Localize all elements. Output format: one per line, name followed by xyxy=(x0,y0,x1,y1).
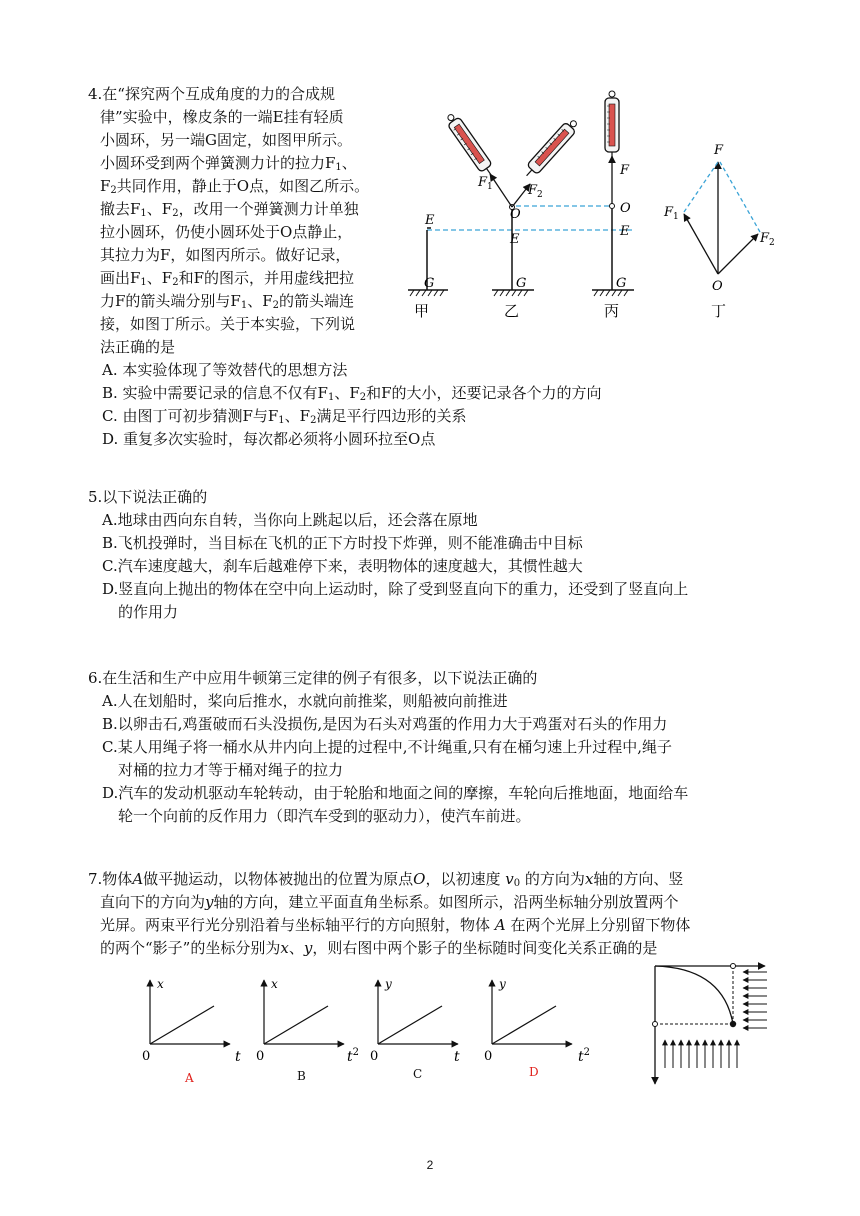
q4-text: 满足平行四边形的关系 xyxy=(316,407,467,425)
axis-label-x: t xyxy=(454,1049,460,1065)
q4-text: 力F的箭头端分别与F xyxy=(100,292,241,310)
q4-text: 小圆环受到两个弹簧测力计的拉力F xyxy=(100,154,336,172)
sub: 1 xyxy=(278,415,285,426)
q7-line-2 xyxy=(88,891,690,914)
q5-option-d-cont: 的作用力 xyxy=(118,603,179,621)
q7-text: 、 xyxy=(288,939,304,957)
q7-text: 7.物体 xyxy=(88,870,133,888)
q7-var: x xyxy=(584,870,594,888)
q6-option-a: A.人在划船时，桨向后推水，水就向前推桨，则船被向前推进 xyxy=(102,692,508,710)
q5-option-d: D.竖直向上抛出的物体在空中向上运动时，除了受到竖直向下的重力，还受到了竖直向上 xyxy=(102,580,689,598)
q4-text: 、F xyxy=(247,292,273,310)
q4-text: 、 xyxy=(341,154,357,172)
q4-line-3: 小圆环，另一端G固定，如图甲所示。 xyxy=(100,131,352,149)
q7-text: ，以初速度 xyxy=(425,870,501,888)
sub: 2 xyxy=(172,208,179,219)
sub: 2 xyxy=(310,415,317,426)
q5-option-b: B.飞机投弹时，当目标在飞机的正下方时投下炸弹，则不能准确击中目标 xyxy=(102,534,583,552)
label-f: F xyxy=(620,163,630,178)
origin-label: 0 xyxy=(142,1049,151,1064)
q7-line-4 xyxy=(88,937,690,960)
sub: 1 xyxy=(140,208,147,219)
q4-line-8: 其拉力为F，如图丙所示。做好记录， xyxy=(100,246,351,264)
q6-option-b: B.以卵击石,鸡蛋破而石头没损伤,是因为石头对鸡蛋的作用力大于鸡蛋对石头的作用力 xyxy=(102,715,668,733)
q4-option-c xyxy=(88,405,602,428)
label-jia: 甲 xyxy=(414,302,430,320)
q4-text: 、F xyxy=(146,269,173,287)
question-5 xyxy=(88,486,688,624)
axis-label-y: y xyxy=(385,977,392,991)
graph-c xyxy=(370,977,460,1081)
q7-text: 轴的方向、竖 xyxy=(593,870,684,888)
label-o: O xyxy=(712,279,723,294)
sub: 2 xyxy=(110,185,117,196)
sub: 1 xyxy=(327,392,335,403)
q7-line-3 xyxy=(88,914,690,937)
label-ding: 丁 xyxy=(711,302,727,320)
q7-text: 轴的方向，建立平面直角坐标系。如图所示，沿两坐标轴分别放置两个 xyxy=(213,893,679,911)
label-e: E xyxy=(425,213,435,228)
q7-var: v xyxy=(505,870,514,888)
page-number: 2 xyxy=(426,1158,434,1172)
graph-d xyxy=(484,977,590,1079)
label-g: G xyxy=(516,276,527,291)
q6-option-d: D.汽车的发动机驱动车轮转动，由于轮胎和地面之间的摩擦，车轮向后推地面，地面给车 xyxy=(102,784,689,802)
sub: 1 xyxy=(140,277,147,288)
label-f1: $F_1$ xyxy=(478,175,493,192)
q7-text: 光屏。两束平行光分别沿着与坐标轴平行的方向照射，物体 xyxy=(100,916,491,934)
sub: 2 xyxy=(359,392,367,403)
figure-ding xyxy=(663,143,775,320)
label-o: O xyxy=(510,207,521,222)
sub: 2 xyxy=(272,300,279,311)
q4-line-12: 法正确的是 xyxy=(100,338,176,356)
label-f1: $F_1$ xyxy=(664,205,679,222)
q7-var: A xyxy=(132,870,144,888)
light-rays-vertical xyxy=(665,1040,737,1068)
q4-option-b xyxy=(88,382,602,405)
q6-option-c-cont: 对桶的拉力才等于桶对绳子的拉力 xyxy=(118,761,344,779)
q6-option-d-cont: 轮一个向前的反作用力（即汽车受到的驱动力），使汽车前进。 xyxy=(118,807,531,825)
q7-text: ，则右图中两个影子的坐标随时间变化关系正确的是 xyxy=(312,939,658,957)
question-6 xyxy=(88,667,688,828)
q7-var: y xyxy=(205,893,214,911)
label-f2: $F_2$ xyxy=(760,231,775,248)
label-bing: 丙 xyxy=(604,302,620,320)
q7-var: O xyxy=(413,870,426,888)
q7-var: y xyxy=(303,939,313,957)
label-g: G xyxy=(616,276,627,291)
q4-option-a: A. 本实验体现了等效替代的思想方法 xyxy=(102,361,348,379)
axis-label-x: $t^2$ xyxy=(347,1047,360,1065)
option-label: B xyxy=(297,1069,306,1083)
origin-label: 0 xyxy=(256,1049,265,1064)
figure-jia xyxy=(408,213,448,320)
q7-var: x xyxy=(280,939,289,957)
axis-label-y: y xyxy=(499,977,506,991)
q7-setup-figure xyxy=(645,960,773,1088)
figure-yi xyxy=(443,111,580,320)
q4-option-d: D. 重复多次实验时，每次都必须将小圆环拉至O点 xyxy=(102,430,436,448)
label-e: E xyxy=(510,232,520,247)
q7-var: A xyxy=(494,916,506,934)
graph-a xyxy=(142,977,241,1085)
q4-text: 和F的图示，并用虚线把拉 xyxy=(178,269,355,287)
q6-stem: 6.在生活和生产中应用牛顿第三定律的例子有很多，以下说法正确的 xyxy=(88,669,538,687)
question-7 xyxy=(88,868,690,960)
q7-text: 直向下的方向为 xyxy=(100,893,206,911)
q4-line-7: 拉小圆环，仍使小圆环处于O点静止， xyxy=(100,223,353,241)
light-rays-horizontal xyxy=(743,972,767,1028)
axis-label-y: x xyxy=(271,977,278,991)
label-g: G xyxy=(424,276,435,291)
q7-text: 做平抛运动，以物体被抛出的位置为原点 xyxy=(143,870,414,888)
sub: 1 xyxy=(335,162,342,173)
sub: 0 xyxy=(513,878,521,889)
option-label: D xyxy=(529,1065,539,1079)
option-label: C xyxy=(413,1067,423,1081)
q4-line-1: 4.在“探究两个互成角度的力的合成规 xyxy=(88,85,335,103)
q4-line-2: 律”实验中，橡皮条的一端E挂有轻质 xyxy=(100,108,344,126)
label-e: E xyxy=(620,224,630,239)
q4-text: F xyxy=(100,177,111,195)
axis-label-y: x xyxy=(157,977,164,991)
q7-text: 的方向为 xyxy=(524,870,585,888)
q6-option-c: C.某人用绳子将一桶水从井内向上提的过程中,不计绳重,只有在桶匀速上升过程中,绳子 xyxy=(102,738,673,756)
sub: 2 xyxy=(172,277,179,288)
q4-text: 撤去F xyxy=(100,200,141,218)
q4-line-11: 接，如图丁所示。关于本实验，下列说 xyxy=(100,315,356,333)
label-yi: 乙 xyxy=(504,302,520,320)
q4-text: 的箭头端连 xyxy=(279,292,355,310)
q4-text: 和F的大小，还要记录各个力的方向 xyxy=(366,384,602,402)
origin-label: 0 xyxy=(484,1049,493,1064)
sub: 1 xyxy=(240,300,248,311)
q4-text: ，改用一个弹簧测力计单独 xyxy=(178,200,359,218)
q4-text: 共同作用，静止于O点，如图乙所示。 xyxy=(116,177,370,195)
q7-text: 在两个光屏上分别留下物体 xyxy=(510,916,691,934)
q4-figure xyxy=(400,88,800,328)
q5-option-c: C.汽车速度越大，刹车后越难停下来，表明物体的速度越大，其惯性越大 xyxy=(102,557,583,575)
q5-option-a: A.地球由西向东自转，当你向上跳起以后，还会落在原地 xyxy=(102,511,478,529)
q7-text: 的两个“影子”的坐标分别为 xyxy=(100,939,281,957)
q4-text: B. 实验中需要记录的信息不仅有F xyxy=(102,384,328,402)
q4-text: C. 由图丁可初步猜测F与F xyxy=(102,407,279,425)
graph-b xyxy=(256,977,359,1083)
q4-text: 、F xyxy=(146,200,173,218)
q4-text: 、F xyxy=(284,407,311,425)
axis-label-x: $t^2$ xyxy=(578,1047,591,1065)
q4-text: 、F xyxy=(334,384,360,402)
q5-stem: 5.以下说法正确的 xyxy=(88,488,208,506)
option-label: A xyxy=(185,1071,194,1085)
axis-label-x: t xyxy=(235,1049,241,1065)
label-f: F xyxy=(714,143,724,158)
q7-graphs xyxy=(138,972,608,1092)
q7-line-1 xyxy=(88,868,690,891)
q4-text: 画出F xyxy=(100,269,141,287)
label-f2: $F_2$ xyxy=(528,183,543,200)
origin-label: 0 xyxy=(370,1049,379,1064)
label-o: O xyxy=(620,201,631,216)
